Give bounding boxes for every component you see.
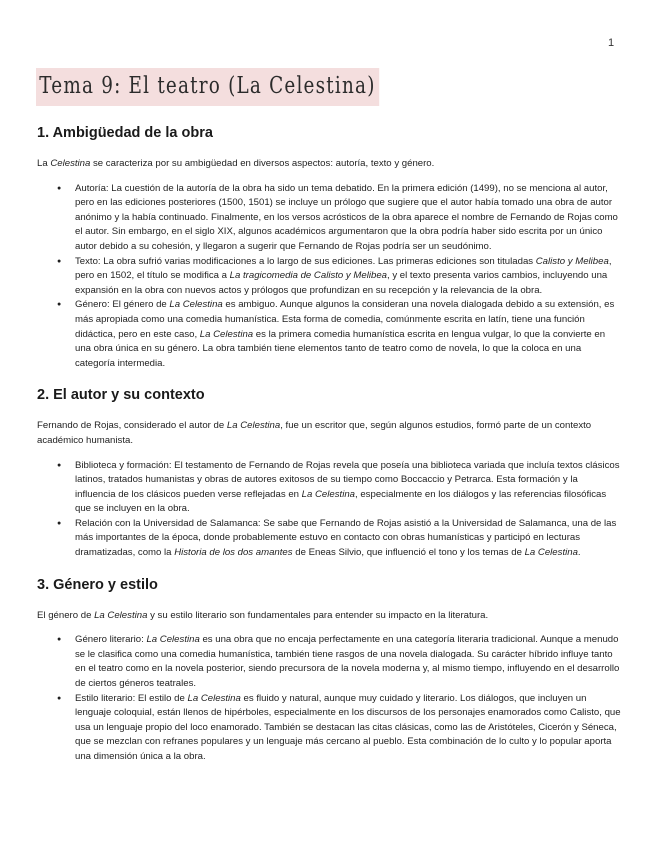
text-run: La bbox=[37, 158, 51, 169]
section-ambiguedad bbox=[37, 125, 621, 371]
section-heading: 3. Género y estilo bbox=[37, 576, 158, 593]
text-run: , fue un escritor que, según algunos estudios, formó parte de un contexto académico humanista. bbox=[37, 420, 592, 446]
work-title: La Celestina bbox=[169, 299, 223, 311]
text-run: El género de bbox=[37, 609, 95, 621]
page-number: 1 bbox=[608, 37, 615, 49]
bullet-estilo-literario bbox=[75, 692, 621, 765]
bullet-list bbox=[37, 633, 621, 764]
bullet-texto bbox=[75, 255, 621, 299]
text-run: se caracteriza por su ambigüedad en diversos aspectos: autoría, texto y género. bbox=[90, 158, 435, 169]
section-heading: 2. El autor y su contexto bbox=[37, 387, 205, 404]
bullet-list bbox=[37, 459, 621, 561]
work-title: Celestina bbox=[50, 158, 91, 169]
text-run: , pero en 1502, el título se modifica a bbox=[75, 255, 612, 282]
text-run: Fernando de Rojas, considerado el autor de bbox=[37, 420, 227, 432]
work-title: La Celestina bbox=[94, 609, 148, 621]
section-intro bbox=[37, 157, 621, 172]
text-run: . bbox=[577, 547, 581, 559]
section-intro bbox=[37, 419, 621, 448]
text-run: y su estilo literario son fundamentales para entender su impacto en la literatura. bbox=[147, 609, 489, 621]
bullet-autoria bbox=[75, 182, 621, 255]
text-run: Género literario: bbox=[75, 634, 147, 646]
document-body bbox=[37, 125, 621, 781]
title-block bbox=[36, 68, 465, 106]
work-title: La Celestina bbox=[226, 420, 281, 432]
page-title: Tema 9: El teatro (La Celestina) bbox=[36, 68, 380, 106]
text-run: es fluido y natural, aunque muy cuidado y literario. Los diálogos, que incluyen un lenguaje coloquial, están llenos de hipérboles, especialmente en los discursos de los personajes enamorados como Calisto, que usa un lenguaje propio del loco enamorado. También se destacan las citas clásicas, como las de Aristóteles, Cicerón y Séneca, que se mezclan con refranes populares y un lenguaje más cercano al pueblo. Esta combinación de lo culto y lo popular aporta una dimensión única a la obra. bbox=[75, 692, 621, 762]
section-heading: 1. Ambigüedad de la obra bbox=[37, 125, 213, 141]
work-title: La Celestina bbox=[301, 488, 356, 500]
text-run: Relación con la Universidad de Salamanca: Se sabe que Fernando de Rojas asistió a la Universidad de Salamanca, una de las más importantes de la época, donde probablemente estuvo en contacto con obras humanísticas y participó en lecturas dramatizadas, como la bbox=[75, 517, 617, 559]
work-title: Calisto y Melibea bbox=[535, 255, 609, 267]
bullet-genero-literario bbox=[75, 633, 621, 691]
bullet-universidad bbox=[75, 517, 621, 561]
text-run: es ambiguo. Aunque algunos la consideran una novela dialogada debido a su extensión, es más apropiada como una comedia humanística. Esta forma de comedia, comúnmente escrita en latín, tiene una función didáctica, pero en este caso, bbox=[75, 299, 615, 340]
text-run: Estilo literario: El estilo de bbox=[75, 692, 188, 704]
text-run: es la primera comedia humanística escrita en lengua vulgar, lo que la convierte en una obra única en su género. La obra también tiene elementos tanto de teatro como de novela, lo que la coloca en una categoría intermedia. bbox=[75, 328, 606, 369]
text-run: Texto: La obra sufrió varias modificaciones a lo largo de sus ediciones. Las primeras ediciones son tituladas bbox=[75, 255, 536, 267]
text-run: de Eneas Silvio, que influenció el tono y los temas de bbox=[292, 547, 525, 559]
bullet-biblioteca bbox=[75, 459, 621, 517]
text-run: Género: El género de bbox=[75, 299, 170, 311]
work-title: La Celestina bbox=[146, 634, 200, 646]
work-title: La Celestina bbox=[187, 692, 241, 704]
bullet-genero bbox=[75, 298, 621, 371]
text-run: Autoría: La cuestión de la autoría de la obra ha sido un tema debatido. En la primera edición (1499), no se menciona al autor, pero en las ediciones posteriores (1500, 1501) se incluye un prólogo que sugiere que el autor había tomado una obra de autor anónimo y la había continuado. Finalmente, en los versos acrósticos de la obra aparece el nombre de Fernando de Rojas como el autor. Sin embargo, en el siglo XIX, algunos académicos argumentaron que la obra podría haber sido escrita por un único autor debido a su cohesión, y llegaron a sugerir que Fernando de Rojas podría ser un seudónimo. bbox=[75, 182, 618, 252]
text-run: Biblioteca y formación: El testamento de Fernando de Rojas revela que poseía una biblioteca variada que incluía textos clásicos latinos, tratados humanistas y obras de autores exitosos de su tiempo como Boccaccio y Petrarca. Esta formación y la influencia de los clásicos pueden verse reflejadas en bbox=[75, 459, 620, 500]
text-run: , y el texto presenta varios cambios, incluyendo una expansión en la obra con nuevos actos y prólogos que profundizan en su recepción y la relevancia de la obra. bbox=[75, 270, 608, 296]
work-title: La tragicomedia de Calisto y Melibea bbox=[229, 270, 387, 282]
work-title: Historia de los dos amantes bbox=[174, 547, 293, 559]
section-genero-estilo bbox=[37, 577, 621, 765]
text-run: , especialmente en los diálogos y las referencias filosóficas que se incluyen en la obra. bbox=[75, 488, 607, 515]
section-intro bbox=[37, 609, 621, 624]
bullet-list bbox=[37, 182, 621, 372]
work-title: La Celestina bbox=[524, 547, 578, 559]
work-title: La Celestina bbox=[199, 328, 254, 340]
section-autor bbox=[37, 387, 621, 560]
text-run: es una obra que no encaja perfectamente en una categoría literaria tradicional. Aunque a menudo se le clasifica como una comedia humanística, también tiene rasgos de una novela dialogada. Su carácter híbrido influye tanto en el teatro como en la novela posterior, siendo precursora de la novela moderna y, al mismo tiempo, influyendo en el desarrollo de ciertos géneros teatrales. bbox=[75, 634, 620, 690]
